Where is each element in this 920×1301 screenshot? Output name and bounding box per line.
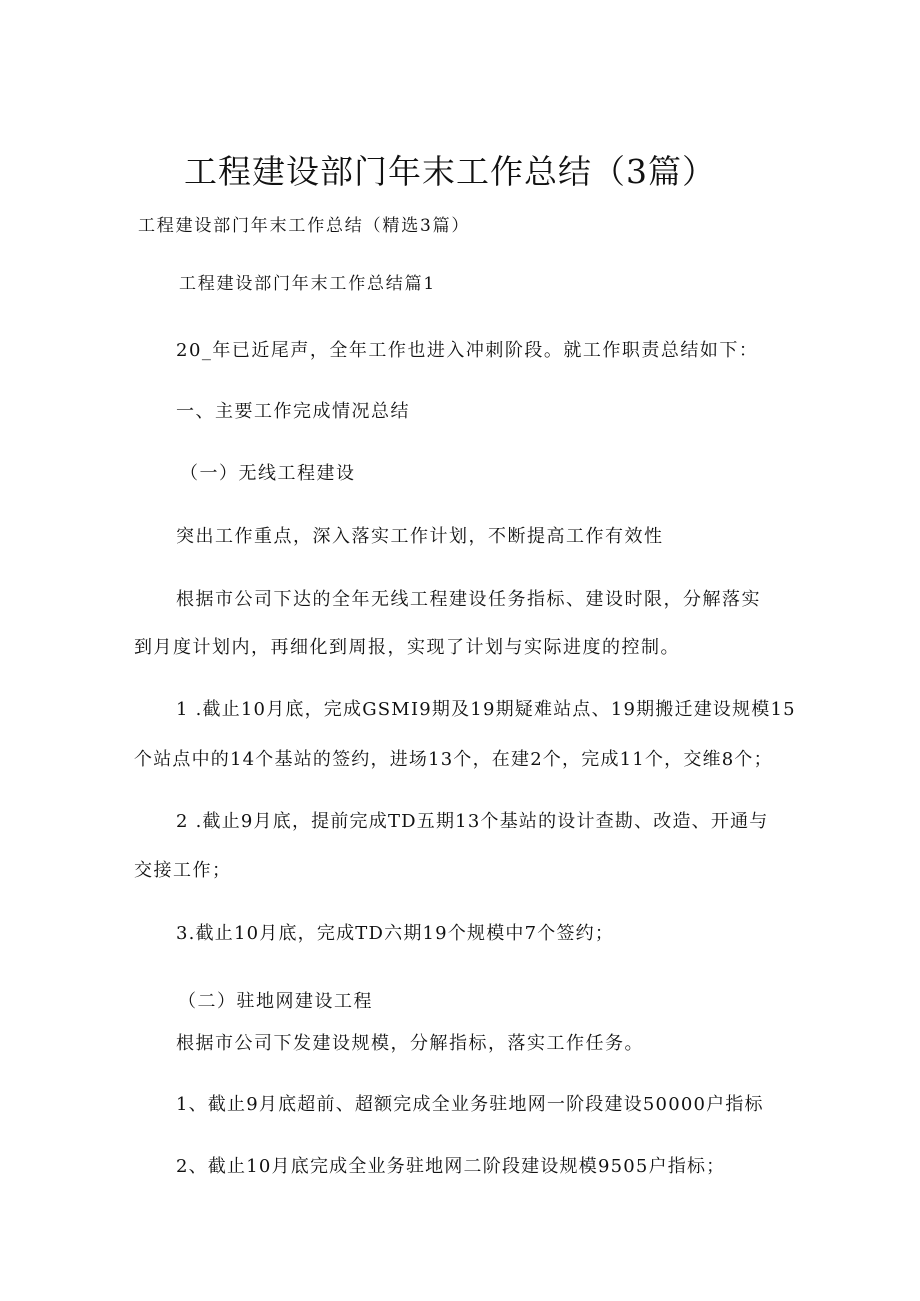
subsection-heading-wireless: （一）无线工程建设 [180, 463, 356, 484]
list-item-2-line: 2 .截止9月底，提前完成TD五期13个基站的设计查勘、改造、开通与 [176, 811, 769, 832]
list-item-1-line: 1 .截止10月底，完成GSMI9期及19期疑难站点、19期搬迁建设规模15 [176, 699, 796, 720]
wireless-lead-paragraph: 突出工作重点，深入落实工作计划，不断提高工作有效性 [176, 526, 664, 547]
network-list-item-1: 1、截止9月底超前、超额完成全业务驻地网一阶段建设50000户指标 [176, 1094, 764, 1115]
wireless-paragraph-line: 根据市公司下达的全年无线工程建设任务指标、建设时限，分解落实 [176, 589, 761, 610]
article-heading: 工程建设部门年末工作总结篇1 [179, 274, 437, 294]
list-item-1-line: 个站点中的14个基站的签约，进场13个，在建2个，完成11个，交维8个； [134, 749, 773, 770]
section-heading-1: 一、主要工作完成情况总结 [176, 401, 410, 422]
document-title: 工程建设部门年末工作总结（3篇） [184, 152, 716, 191]
document-subtitle: 工程建设部门年末工作总结（精选3篇） [138, 216, 471, 236]
subsection-heading-network: （二）驻地网建设工程 [178, 991, 373, 1012]
list-item-2-line: 交接工作； [134, 860, 232, 881]
network-list-item-2: 2、截止10月底完成全业务驻地网二阶段建设规模9505户指标； [176, 1156, 726, 1177]
list-item-3: 3.截止10月底，完成TD六期19个规模中7个签约； [176, 923, 615, 944]
network-lead-paragraph: 根据市公司下发建设规模，分解指标，落实工作任务。 [176, 1033, 644, 1054]
intro-paragraph: 20_年已近尾声，全年工作也进入冲刺阶段。就工作职责总结如下： [176, 340, 759, 361]
wireless-paragraph-line: 到月度计划内，再细化到周报，实现了计划与实际进度的控制。 [134, 637, 680, 658]
